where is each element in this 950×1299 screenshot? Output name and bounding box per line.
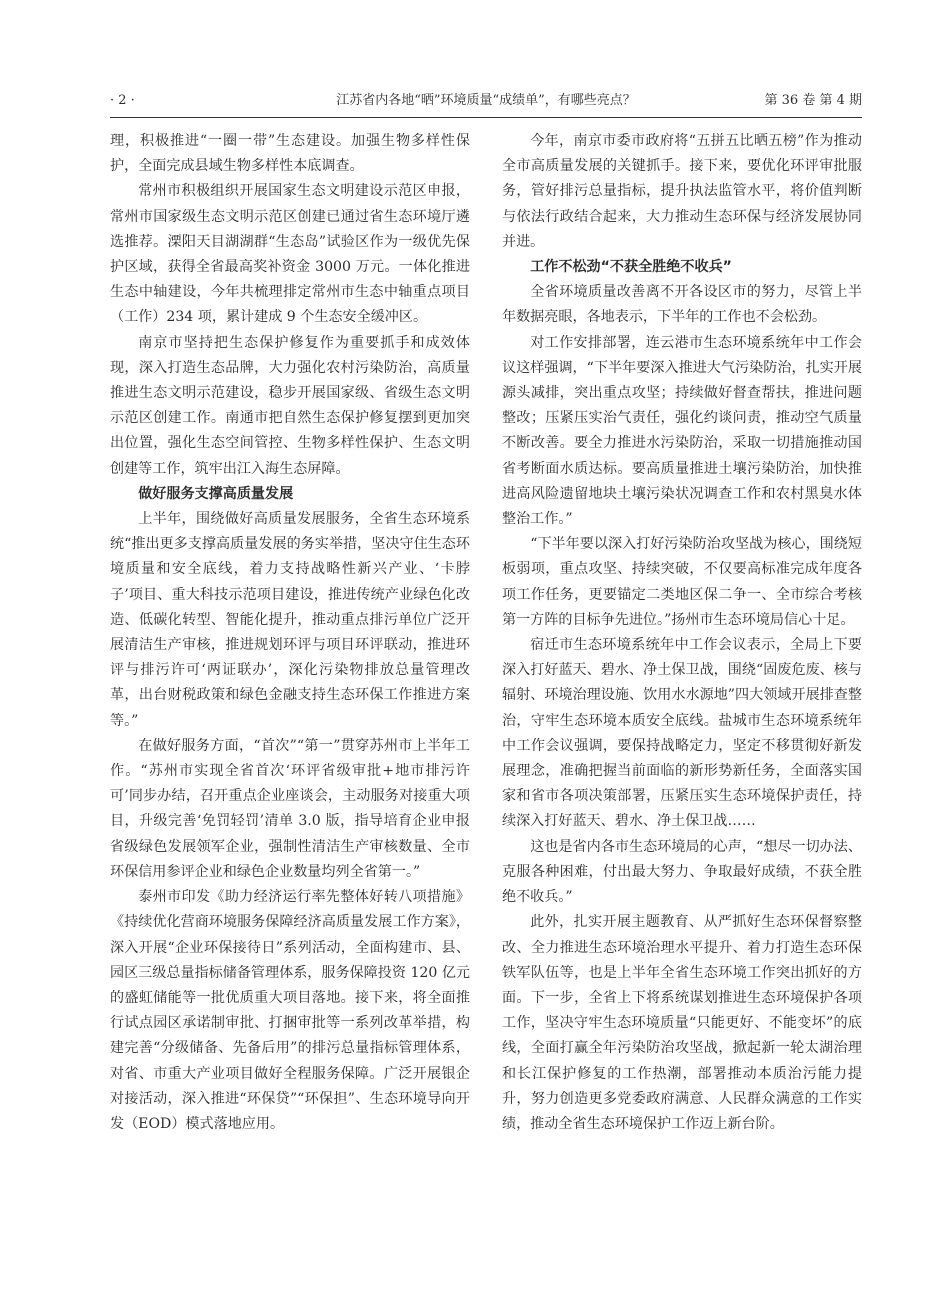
page-number: · 2 ·	[110, 93, 135, 108]
right-column	[502, 129, 862, 1137]
paragraph: 全省环境质量改善离不开各设区市的努力，尽管上半年数据亮眼，各地表示，下半年的工作也不会松劲。	[502, 284, 862, 326]
header-rule	[110, 117, 862, 118]
paragraph: 泰州市印发《助力经济运行率先整体好转八项措施》《持续优化营商环境服务保障经济高质量发展工作方案》，深入开展“企业环保接待日”系列活动，全面构建市、县、园区三级总量指标储备管理体系，服务保障投资 120 亿元的盛虹储能等一批优质重大项目落地。接下来，将全面推行试点园区承诺制审批、打捆审批等一系列改革举措，构建完善“分级储备、先备后用”的排污总量指标管理体系，对省、市重大产业项目做好全程服务保障。广泛开展银企对接活动，深入推进“环保贷”“环保担”、生态环境导向开发（EOD）模式落地应用。	[110, 889, 471, 1132]
paragraph: “下半年要以深入打好污染防治攻坚战为核心，围绕短板弱项，重点攻坚、持续突破，不仅要高标准完成年度各项工作任务，更要锚定二类地区保二争一、全市综合考核第一方阵的目标争先进位。”扬州市生态环境局信心十足。	[502, 536, 862, 628]
paragraph: 此外，扎实开展主题教育、从严抓好生态环保督察整改、全力推进生态环境治理水平提升、着力打造生态环保铁军队伍等，也是上半年全省生态环境工作突出抓好的方面。下一步，全省上下将系统谋划推进生态环境保护各项工作，坚决守牢生态环境质量“只能更好、不能变坏”的底线，全面打赢全年污染防治攻坚战，掀起新一轮太湖治理和长江保护修复的工作热潮，部署推动本质治污能力提升，努力创造更多党委政府满意、人民群众满意的工作实绩，推动全省生态环境保护工作迈上新台阶。	[502, 914, 862, 1132]
section-heading: 做好服务支撑高质量发展	[138, 485, 294, 502]
left-column	[110, 129, 470, 1137]
section-heading: 工作不松劲“不获全胜绝不收兵”	[530, 259, 732, 276]
paragraph: 这也是省内各市生态环境局的心声，“想尽一切办法、克服各种困难，付出最大努力、争取最好成绩，不获全胜绝不收兵。”	[502, 838, 862, 906]
page-header	[110, 88, 862, 114]
issue-label: 第 36 卷 第 4 期	[764, 93, 862, 108]
running-title: 江苏省内各地“晒”环境质量“成绩单”，有哪些亮点？	[336, 93, 636, 108]
paragraph: 在做好服务方面，“首次”“第一”贯穿苏州市上半年工作。“苏州市实现全省首次‘环评省级审批+地市排污许可’同步办结，召开重点企业座谈会，主动服务对接重大项目，升级完善‘免罚轻罚’清单 3.0 版，指导培育企业申报省级绿色发展领军企业，强制性清洁生产审核数量、全市环保信用参评企业和绿色企业数量均列全省第一。”	[110, 737, 470, 880]
paragraph: 理，积极推进“一圈一带”生态建设。加强生物多样性保护，全面完成县域生物多样性本底调查。	[110, 133, 470, 175]
paragraph: 上半年，围绕做好高质量发展服务，全省生态环境系统“推出更多支撑高质量发展的务实举措，坚决守住生态环境质量和安全底线，着力支持战略性新兴产业、‘卡脖子’项目、重大科技示范项目建设，推进传统产业绿色化改造、低碳化转型、智能化提升，推动重点排污单位广泛开展清洁生产审核，推进规划环评与项目环评联动，推进环评与排污许可‘两证联办’，深化污染物排放总量管理改革，出台财税政策和绿色金融支持生态环保工作推进方案等。”	[110, 511, 470, 729]
paragraph: 今年，南京市委市政府将“五拼五比晒五榜”作为推动全市高质量发展的关键抓手。接下来，要优化环评审批服务，管好排污总量指标，提升执法监管水平，将价值判断与依法行政结合起来，大力推动生态环保与经济发展协同并进。	[502, 133, 862, 250]
paragraph: 宿迁市生态环境系统年中工作会议表示，全局上下要深入打好蓝天、碧水、净土保卫战，围绕“固废危废、核与辐射、环境治理设施、饮用水水源地”四大领域开展排查整治，守牢生态环境本质安全底线。盐城市生态环境系统年中工作会议强调，要保持战略定力，坚定不移贯彻好新发展理念，准确把握当前面临的新形势新任务，全面落实国家和省市各项决策部署，压紧压实生态环境保护责任，持续深入打好蓝天、碧水、净土保卫战……	[502, 637, 862, 830]
paragraph: 对工作安排部署，连云港市生态环境系统年中工作会议这样强调，“下半年要深入推进大气污染防治，扎实开展源头减排，突出重点攻坚；持续做好督查帮扶，推进问题整改；压紧压实治气责任，强化约谈问责，推动空气质量不断改善。要全力推进水污染防治，采取一切措施推动国省考断面水质达标。要高质量推进土壤污染防治，加快推进高风险遗留地块土壤污染状况调查工作和农村黑臭水体整治工作。”	[502, 334, 862, 528]
paragraph: 南京市坚持把生态保护修复作为重要抓手和成效体现，深入打造生态品牌，大力强化农村污染防治，高质量推进生态文明示范建设，稳步开展国家级、省级生态文明示范区创建工作。南通市把自然生态保护修复摆到更加突出位置，强化生态空间管控、生物多样性保护、生态文明创建等工作，筑牢出江入海生态屏障。	[110, 334, 470, 477]
paragraph: 常州市积极组织开展国家生态文明建设示范区申报，常州市国家级生态文明示范区创建已通过省生态环境厅遴选推荐。溧阳天目湖湖群“生态岛”试验区作为一级优先保护区域，获得全省最高奖补资金 3000 万元。一体化推进生态中轴建设，今年共梳理排定常州市生态中轴重点项目（工作）234 项，累计建成 9 个生态安全缓冲区。	[110, 183, 470, 326]
